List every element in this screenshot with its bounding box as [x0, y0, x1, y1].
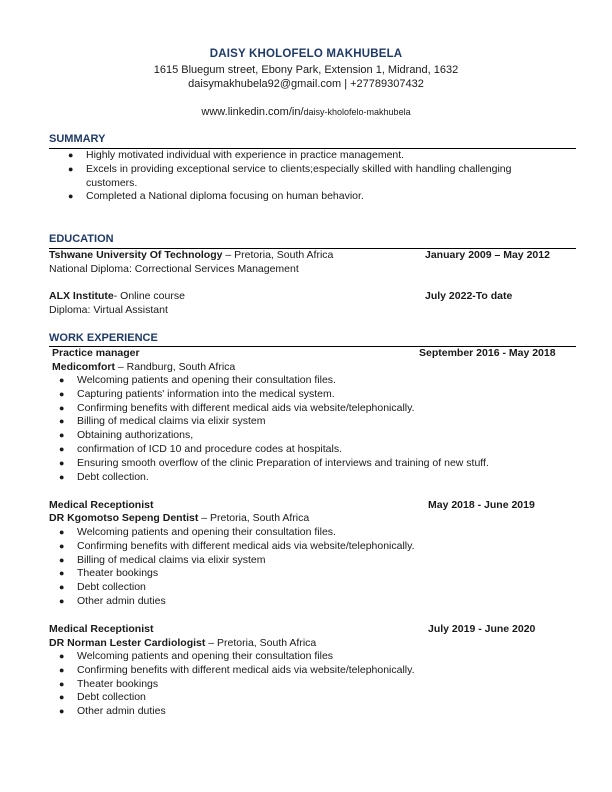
list-item: ● Other admin duties — [59, 705, 166, 718]
job-dates: July 2019 - June 2020 — [428, 623, 536, 635]
location: – Randburg, South Africa — [115, 361, 236, 373]
bullet-icon: ● — [59, 568, 65, 579]
job-employer-line — [49, 512, 309, 524]
list-item-continuation: customers. — [86, 176, 138, 189]
list-item: ● Other admin duties — [59, 594, 166, 607]
list-item: ● Debt collection — [59, 581, 146, 594]
job-employer-line — [49, 637, 316, 649]
list-item: ● confirmation of ICD 10 and procedure codes at hospitals. — [59, 442, 342, 455]
education-heading: EDUCATION — [49, 233, 114, 245]
bullet-icon: ● — [59, 430, 65, 441]
employer: DR Kgomotso Sepeng Dentist — [49, 512, 199, 524]
address: 1615 Bluegum street, Ebony Park, Extension 1, Midrand, 1632 — [153, 64, 459, 76]
bullet-icon: ● — [68, 163, 74, 174]
list-item: ● Theater bookings — [59, 567, 159, 580]
bullet-icon: ● — [68, 191, 74, 202]
job-role: Medical Receptionist — [49, 499, 154, 511]
bullet-icon: ● — [59, 706, 65, 717]
bullet-icon: ● — [59, 471, 65, 482]
job-duties-list — [59, 650, 415, 719]
list-item: ● Confirming benefits with different medical aids via website/telephonically. — [59, 401, 415, 414]
list-item: ● Debt collection — [59, 691, 146, 704]
bullet-icon: ● — [59, 554, 65, 565]
job-role: Practice manager — [52, 347, 140, 359]
job-role: Medical Receptionist — [49, 623, 154, 635]
education-dates: January 2009 – May 2012 — [425, 249, 550, 261]
job-duties-list — [59, 526, 415, 609]
list-item: ● Welcoming patients and opening their consultation files. — [59, 526, 336, 538]
bullet-icon: ● — [59, 527, 65, 537]
location: – Pretoria, South Africa — [222, 249, 334, 261]
list-item: ● Debt collection. — [59, 470, 149, 483]
job-employer-line — [52, 361, 235, 373]
job-duties-list — [59, 374, 489, 484]
education-detail: National Diploma: Correctional Services Management — [49, 263, 299, 275]
summary-heading: SUMMARY — [49, 133, 106, 145]
linkedin-link[interactable] — [0, 106, 612, 118]
bullet-icon: ● — [59, 388, 65, 399]
list-item: ● Welcoming patients and opening their consultation files. — [59, 374, 336, 386]
bullet-icon: ● — [59, 443, 65, 454]
bullet-icon: ● — [59, 678, 65, 689]
bullet-icon: ● — [59, 540, 65, 551]
bullet-icon: ● — [59, 375, 65, 385]
list-item: ● Completed a National diploma focusing on human behavior. — [68, 190, 364, 203]
summary-list — [68, 149, 512, 204]
institution: ALX Institute — [49, 290, 114, 302]
education-entry-1 — [49, 249, 333, 261]
list-item: ● Confirming benefits with different medical aids via website/telephonically. — [59, 663, 415, 676]
employer: Medicomfort — [52, 361, 115, 373]
list-item: ● Excels in providing exceptional service to clients;especially skilled with handling challenging — [68, 162, 512, 175]
list-item: ● Theater bookings — [59, 677, 159, 690]
list-item: ● Highly motivated individual with experience in practice management. — [68, 149, 405, 161]
bullet-icon: ● — [59, 595, 65, 606]
list-item: ● Welcoming patients and opening their consultation files — [59, 650, 334, 662]
list-item: ● Obtaining authorizations, — [59, 429, 194, 442]
location: – Pretoria, South Africa — [198, 512, 310, 524]
list-item: ● Ensuring smooth overflow of the clinic Preparation of interviews and training of new stuff. — [59, 456, 489, 469]
employer: DR Norman Lester Cardiologist — [49, 637, 206, 649]
bullet-icon: ● — [59, 651, 65, 661]
linkedin-prefix: www.linkedin.com/in/ — [201, 106, 304, 118]
work-heading: WORK EXPERIENCE — [49, 332, 158, 344]
job-dates: May 2018 - June 2019 — [428, 499, 535, 511]
bullet-icon: ● — [59, 416, 65, 427]
resume-name: DAISY KHOLOFELO MAKHUBELA — [209, 48, 403, 60]
bullet-icon: ● — [59, 402, 65, 413]
education-detail: Diploma: Virtual Assistant — [49, 304, 168, 316]
bullet-icon: ● — [68, 150, 74, 160]
list-item: ● Billing of medical claims via elixir system — [59, 553, 266, 566]
institution: Tshwane University Of Technology — [49, 249, 223, 261]
job-dates: September 2016 - May 2018 — [419, 347, 556, 359]
bullet-icon: ● — [59, 457, 65, 468]
education-entry-2 — [49, 290, 185, 302]
location: – Pretoria, South Africa — [205, 637, 317, 649]
list-item: ● Billing of medical claims via elixir system — [59, 415, 266, 428]
list-item: ● Confirming benefits with different medical aids via website/telephonically. — [59, 539, 415, 552]
bullet-icon: ● — [59, 582, 65, 593]
bullet-icon: ● — [59, 692, 65, 703]
location: - Online course — [113, 290, 185, 302]
bullet-icon: ● — [59, 664, 65, 675]
email-phone: daisymakhubela92@gmail.com | +27789307432 — [188, 78, 424, 90]
education-dates: July 2022-To date — [425, 290, 513, 302]
linkedin-handle: daisy-kholofelo-makhubela — [303, 107, 411, 117]
list-item: ● Capturing patients' information into the medical system. — [59, 387, 335, 400]
